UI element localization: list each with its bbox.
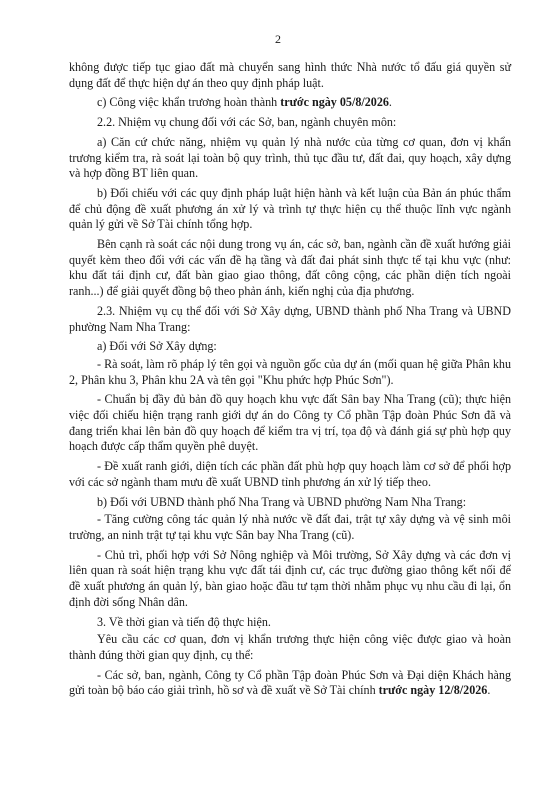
paragraph-2-2-extra: Bên cạnh rà soát các nội dung trong vụ án, các sở, ban, ngành cần đề xuất hướng giải quyết kèm theo đối với các vấn đề hạ tầng và đất đai phát sinh thực tế tại khu vực (như: khu đất tái định cư, đất bàn giao giao thông, đất công cộng, các phần diện tích ngoài ranh...) để giải quyết đồng bộ theo phản ánh, kiến nghị của địa phương. bbox=[69, 237, 511, 299]
paragraph-2-3-a-3: - Đề xuất ranh giới, diện tích các phần đất phù hợp quy hoạch làm cơ sở để phối hợp với các sở ngành tham mưu đề xuất UBND tỉnh phương án xử lý tiếp theo. bbox=[69, 459, 511, 489]
deadline-c-text: c) Công việc khẩn trương hoàn thành bbox=[97, 95, 281, 110]
paragraph-2-2-a: a) Căn cứ chức năng, nhiệm vụ quản lý nhà nước của từng cơ quan, đơn vị khẩn trương kiểm tra, rà soát lại toàn bộ quy trình, thủ tục đầu tư, đất đai, quy hoạch, xây dựng và hợp đồng BT liên quan. bbox=[69, 134, 511, 181]
heading-2-2: 2.2. Nhiệm vụ chung đối với các Sở, ban, ngành chuyên môn: bbox=[97, 115, 397, 130]
paragraph-2-3-a-1: - Rà soát, làm rõ pháp lý tên gọi và nguồn gốc của dự án (mối quan hệ giữa Phân khu 2, Phân khu 3, Phân khu 2A và tên gọi "Khu phức hợp Phúc Sơn"). bbox=[69, 356, 511, 387]
deadline-3-end: . bbox=[487, 683, 491, 698]
paragraph-3-intro: Yêu cầu các cơ quan, đơn vị khẩn trương thực hiện công việc được giao và hoàn thành đúng thời gian quy định, cụ thể: bbox=[69, 632, 511, 662]
paragraph-3-deadline bbox=[69, 668, 511, 699]
paragraph-2-3-b-1: - Tăng cường công tác quản lý nhà nước về đất đai, trật tự xây dựng và vệ sinh môi trường, an ninh trật tự tại khu vực Sân bay Nha Trang (cũ). bbox=[69, 512, 511, 542]
deadline-c-end: . bbox=[388, 95, 392, 110]
deadline-3-text: - Các sở, ban, ngành, Công ty Cổ phần Tập đoàn Phúc Sơn và Đại diện Khách hàng gửi toàn bộ báo cáo giải trình, hồ sơ và đề xuất về Sở Tài chính bbox=[69, 667, 511, 698]
heading-2-3-b: b) Đối với UBND thành phố Nha Trang và UBND phường Nam Nha Trang: bbox=[97, 494, 467, 509]
deadline-c-date: trước ngày 05/8/2026 bbox=[280, 95, 389, 110]
document-body bbox=[69, 60, 511, 703]
heading-3: 3. Về thời gian và tiến độ thực hiện. bbox=[97, 614, 271, 629]
heading-2-3-a: a) Đối với Sở Xây dựng: bbox=[97, 339, 217, 354]
page-number: 2 bbox=[275, 32, 281, 46]
paragraph-deadline-c bbox=[69, 95, 511, 111]
paragraph-2-2-b: b) Đối chiếu với các quy định pháp luật hiện hành và kết luận của Bản án phúc thẩm để chủ động đề xuất phương án xử lý và trình tự thực hiện cụ thể thuộc lĩnh vực ngành quản lý gửi về Sở Tài chính tổng hợp. bbox=[69, 185, 511, 232]
paragraph-2-3-a-2: - Chuẩn bị đầy đủ bản đồ quy hoạch khu vực đất Sân bay Nha Trang (cũ); thực hiện việc đối chiếu hiện trạng ranh giới dự án do Công ty Cổ phần Tập đoàn Phúc Sơn đã và đang triển khai lên bản đồ quy hoạch để kiểm tra vị trí, tọa độ và đánh giá sự phù hợp quy hoạch được cấp thẩm quyền phê duyệt. bbox=[69, 392, 511, 454]
heading-2-3: 2.3. Nhiệm vụ cụ thể đối với Sở Xây dựng, UBND thành phố Nha Trang và UBND phường Nam Nha Trang: bbox=[69, 303, 511, 334]
paragraph-2-3-b-2: - Chủ trì, phối hợp với Sở Nông nghiệp và Môi trường, Sở Xây dựng và các đơn vị liên quan rà soát hiện trạng khu vực đất tái định cư, các trục đường giao thông kết nối để đề xuất phương án quản lý, bàn giao hoặc đầu tư tạm thời nhằm phục vụ nhu cầu đi lại, ổn định đời sống Nhân dân. bbox=[69, 547, 511, 609]
deadline-3-date: trước ngày 12/8/2026 bbox=[378, 683, 488, 698]
paragraph-auction-continuation: không được tiếp tục giao đất mà chuyển sang hình thức Nhà nước tổ đấu giá quyền sử dụng đất để thực hiện dự án theo quy định pháp luật. bbox=[69, 60, 511, 90]
